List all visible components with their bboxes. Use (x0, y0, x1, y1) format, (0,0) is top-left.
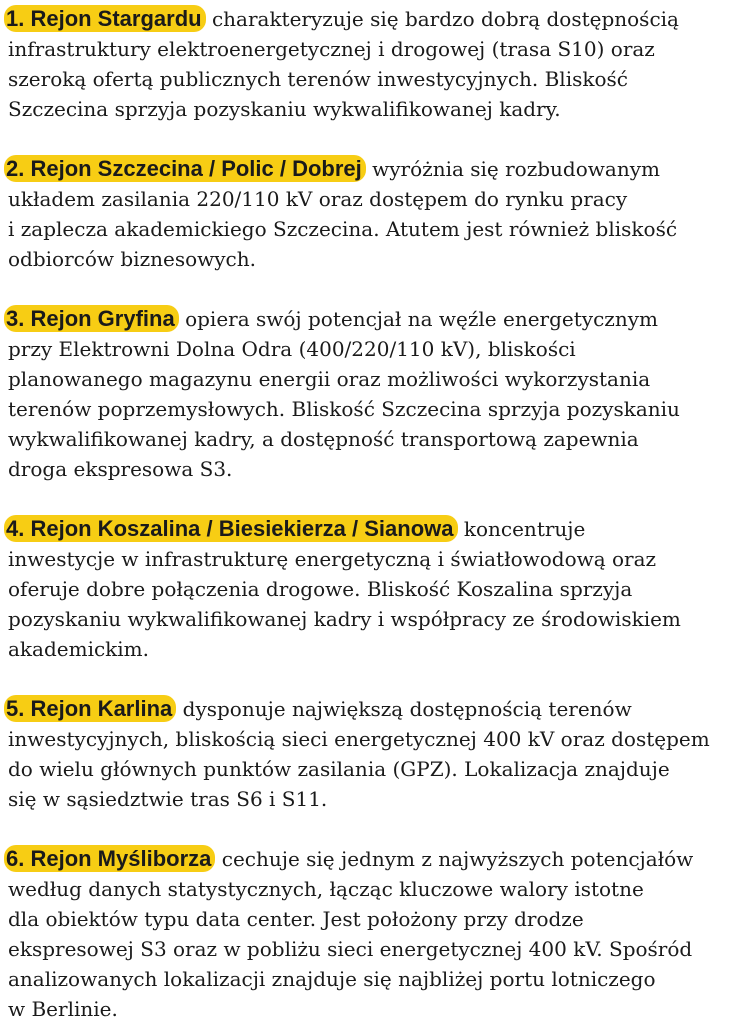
section-text: wyróżnia się rozbudowanym układem zasilania 220/110 kV oraz dostępem do rynku pracy i zaplecza akademickiego Szczecina. Atutem jest również bliskość odbiorców biznesowych. (8, 157, 678, 271)
section-karlino (8, 694, 732, 814)
section-heading: 2. Rejon Szczecina / Polic / Dobrej (4, 155, 366, 182)
section-text: charakteryzuje się bardzo dobrą dostępnością infrastruktury elektroenergetycznej i drogowej (trasa S10) oraz szeroką ofertą publicznych terenów inwestycyjnych. Bliskość Szczecina sprzyja pozyskaniu wykwalifikowanej kadry. (8, 7, 679, 121)
section-text: dysponuje największą dostępnością terenów inwestycyjnych, bliskością sieci energetycznej 400 kV oraz dostępem do wielu głównych punktów zasilania (GPZ). Lokalizacja znajduje się w sąsiedztwie tras S6 i S11. (8, 697, 710, 811)
section-heading: 3. Rejon Gryfina (4, 305, 179, 332)
section-stargard (8, 4, 732, 124)
section-gryfino (8, 304, 732, 484)
section-szczecin (8, 154, 732, 274)
section-text: opiera swój potencjał na węźle energetycznym przy Elektrowni Dolna Odra (400/220/110 kV), bliskości planowanego magazynu energii oraz możliwości wykorzystania terenów poprzemysłowych. Bliskość Szczecina sprzyja pozyskaniu wykwalifikowanej kadry, a dostępność transportową zapewnia droga ekspresowa S3. (8, 307, 680, 481)
section-heading: 4. Rejon Koszalina / Biesiekierza / Sianowa (4, 515, 458, 542)
section-heading: 5. Rejon Karlina (4, 695, 176, 722)
section-mysliborz (8, 844, 732, 1024)
section-heading: 6. Rejon Myśliborza (4, 845, 215, 872)
section-heading: 1. Rejon Stargardu (4, 5, 206, 32)
section-text: koncentruje inwestycje w infrastrukturę energetyczną i światłowodową oraz oferuje dobre połączenia drogowe. Bliskość Koszalina sprzyja pozyskaniu wykwalifikowanej kadry i współpracy ze środowiskiem akademickim. (8, 517, 681, 661)
document-body (8, 0, 732, 1024)
section-koszalin (8, 514, 732, 664)
section-text: cechuje się jednym z najwyższych potencjałów według danych statystycznych, łącząc kluczowe walory istotne dla obiektów typu data center. Jest położony przy drodze ekspresowej S3 oraz w pobliżu sieci energetycznej 400 kV. Spośród analizowanych lokalizacji znajduje się najbliżej portu lotniczego w Berlinie. (8, 847, 694, 1021)
